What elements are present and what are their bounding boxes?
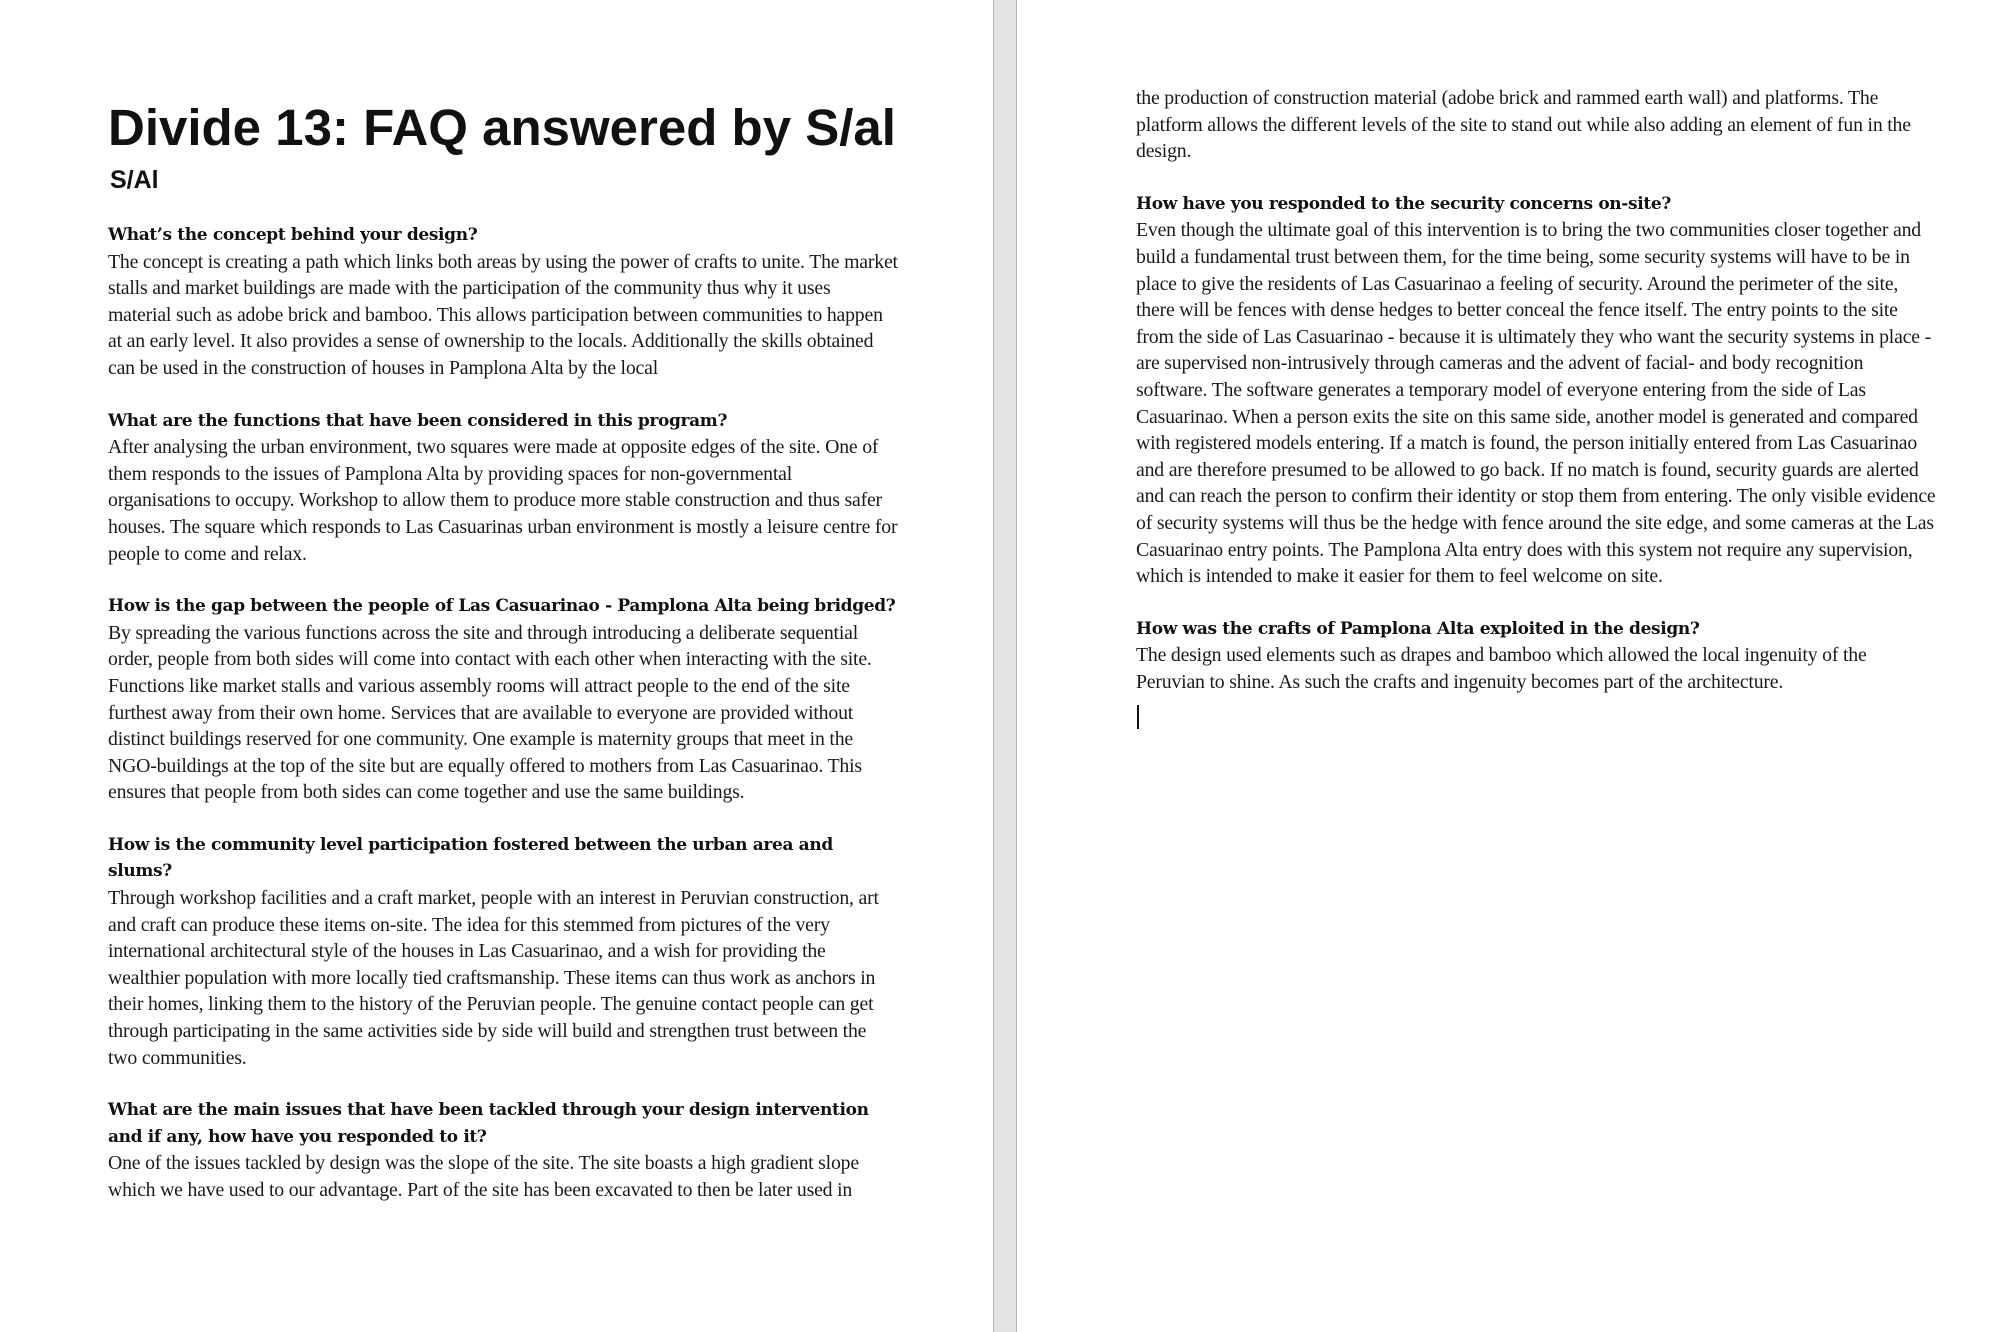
document-page-1: [0, 0, 993, 1332]
page-gutter: [993, 0, 1017, 1332]
faq-answer-continuation[interactable]: the production of construction material (adobe brick and rammed earth wall) and platforms. The platform allows the different levels of the site to stand out while also adding an element of fun in the design.: [1136, 87, 1911, 163]
faq-section: [1136, 616, 1936, 696]
faq-question[interactable]: What are the main issues that have been tackled through your design intervention and if any, how have you responded to it?: [108, 1100, 869, 1147]
faq-question[interactable]: How is the community level participation fostered between the urban area and slums?: [108, 834, 833, 882]
faq-section: [108, 222, 898, 382]
faq-answer[interactable]: Through workshop facilities and a craft market, people with an interest in Peruvian construction, art and craft can produce these items on-site. The idea for this stemmed from pictures of the very international architectural style of the houses in Las Casuarinao, and a wish for providing the wealthier population with more locally tied craftsmanship. These items can thus work as anchors in their homes, linking them to the history of the Peruvian people. The genuine contact people can get through participating in the same activities side by side will build and strengthen trust between the two communities.: [108, 887, 879, 1069]
faq-question[interactable]: How is the gap between the people of Las Casuarinao - Pamplona Alta being bridged?: [108, 596, 896, 617]
faq-section: [108, 832, 898, 1071]
faq-section: [1136, 191, 1936, 590]
faq-answer[interactable]: One of the issues tackled by design was the slope of the site. The site boasts a high gradient slope which we have used to our advantage. Part of the site has been excavated to then be later used in: [108, 1152, 859, 1201]
faq-answer[interactable]: By spreading the various functions across the site and through introducing a deliberate sequential order, people from both sides will come into contact with each other when interacting with the site. Functions like market stalls and various assembly rooms will attract people to the end of the site furthest away from their own home. Services that are available to everyone are provided without distinct buildings reserved for one community. One example is maternity groups that meet in the NGO-buildings at the top of the site but are equally offered to mothers from Las Casuarinao. This ensures that people from both sides can come together and use the same buildings.: [108, 621, 872, 804]
faq-question[interactable]: How have you responded to the security concerns on-site?: [1136, 193, 1671, 214]
page-content: [108, 99, 898, 1230]
faq-answer[interactable]: The design used elements such as drapes and bamboo which allowed the local ingenuity of the Peruvian to shine. As such the crafts and ingenuity becomes part of the architecture.: [1136, 644, 1867, 693]
faq-section-continuation: [1136, 85, 1936, 165]
document-subtitle: S/Al: [110, 166, 159, 194]
faq-section: [108, 408, 898, 568]
faq-question[interactable]: What’s the concept behind your design?: [108, 225, 478, 245]
document-title: Divide 13: FAQ answered by S/al: [108, 99, 896, 156]
faq-question[interactable]: What are the functions that have been considered in this program?: [108, 410, 728, 431]
faq-answer[interactable]: The concept is creating a path which links both areas by using the power of crafts to unite. The market stalls and market buildings are made with the participation of the community thus why it uses material such as adobe brick and bamboo. This allows participation between communities to happen at an early level. It also provides a sense of ownership to the locals. Additionally the skills obtained can be used in the construction of houses in Pamplona Alta by the local: [108, 250, 898, 379]
faq-answer[interactable]: Even though the ultimate goal of this intervention is to bring the two communities closer together and build a fundamental trust between them, for the time being, some security systems will have to be in place to give the residents of Las Casuarinao a feeling of security. Around the perimeter of the site, there will be fences with dense hedges to better conceal the fence itself. The entry points to the site from the side of Las Casuarinao - because it is ultimately they who want the security systems in place - are supervised non-intrusively through cameras and the advent of facial- and body recognition software. The software generates a temporary model of everyone entering from the side of Las Casuarinao. When a person exits the site on this same side, another model is generated and compared with registered models entering. If a match is found, the person initially entered from Las Casuarinao and are therefore presumed to be allowed to go back. If no match is found, security guards are alerted and can reach the person to confirm their identity or stop them from entering. The only visible evidence of security systems will thus be the hedge with fence around the site edge, and some cameras at the Las Casuarinao entry points. The Pamplona Alta entry does with this system not require any supervision, which is intended to make it easier for them to feel welcome on site.: [1136, 219, 1936, 588]
faq-section: [108, 593, 898, 806]
page-content: [1136, 85, 1936, 729]
faq-question[interactable]: How was the crafts of Pamplona Alta exploited in the design?: [1136, 618, 1700, 639]
document-page-2: [1017, 0, 2000, 1332]
faq-section: [108, 1097, 898, 1203]
faq-answer[interactable]: After analysing the urban environment, two squares were made at opposite edges of the site. One of them responds to the issues of Pamplona Alta by providing spaces for non-governmental organisations to occupy. Workshop to allow them to produce more stable construction and thus safer houses. The square which responds to Las Casuarinas urban environment is mostly a leisure centre for people to come and relax.: [108, 436, 898, 565]
text-cursor[interactable]: [1137, 705, 1139, 729]
